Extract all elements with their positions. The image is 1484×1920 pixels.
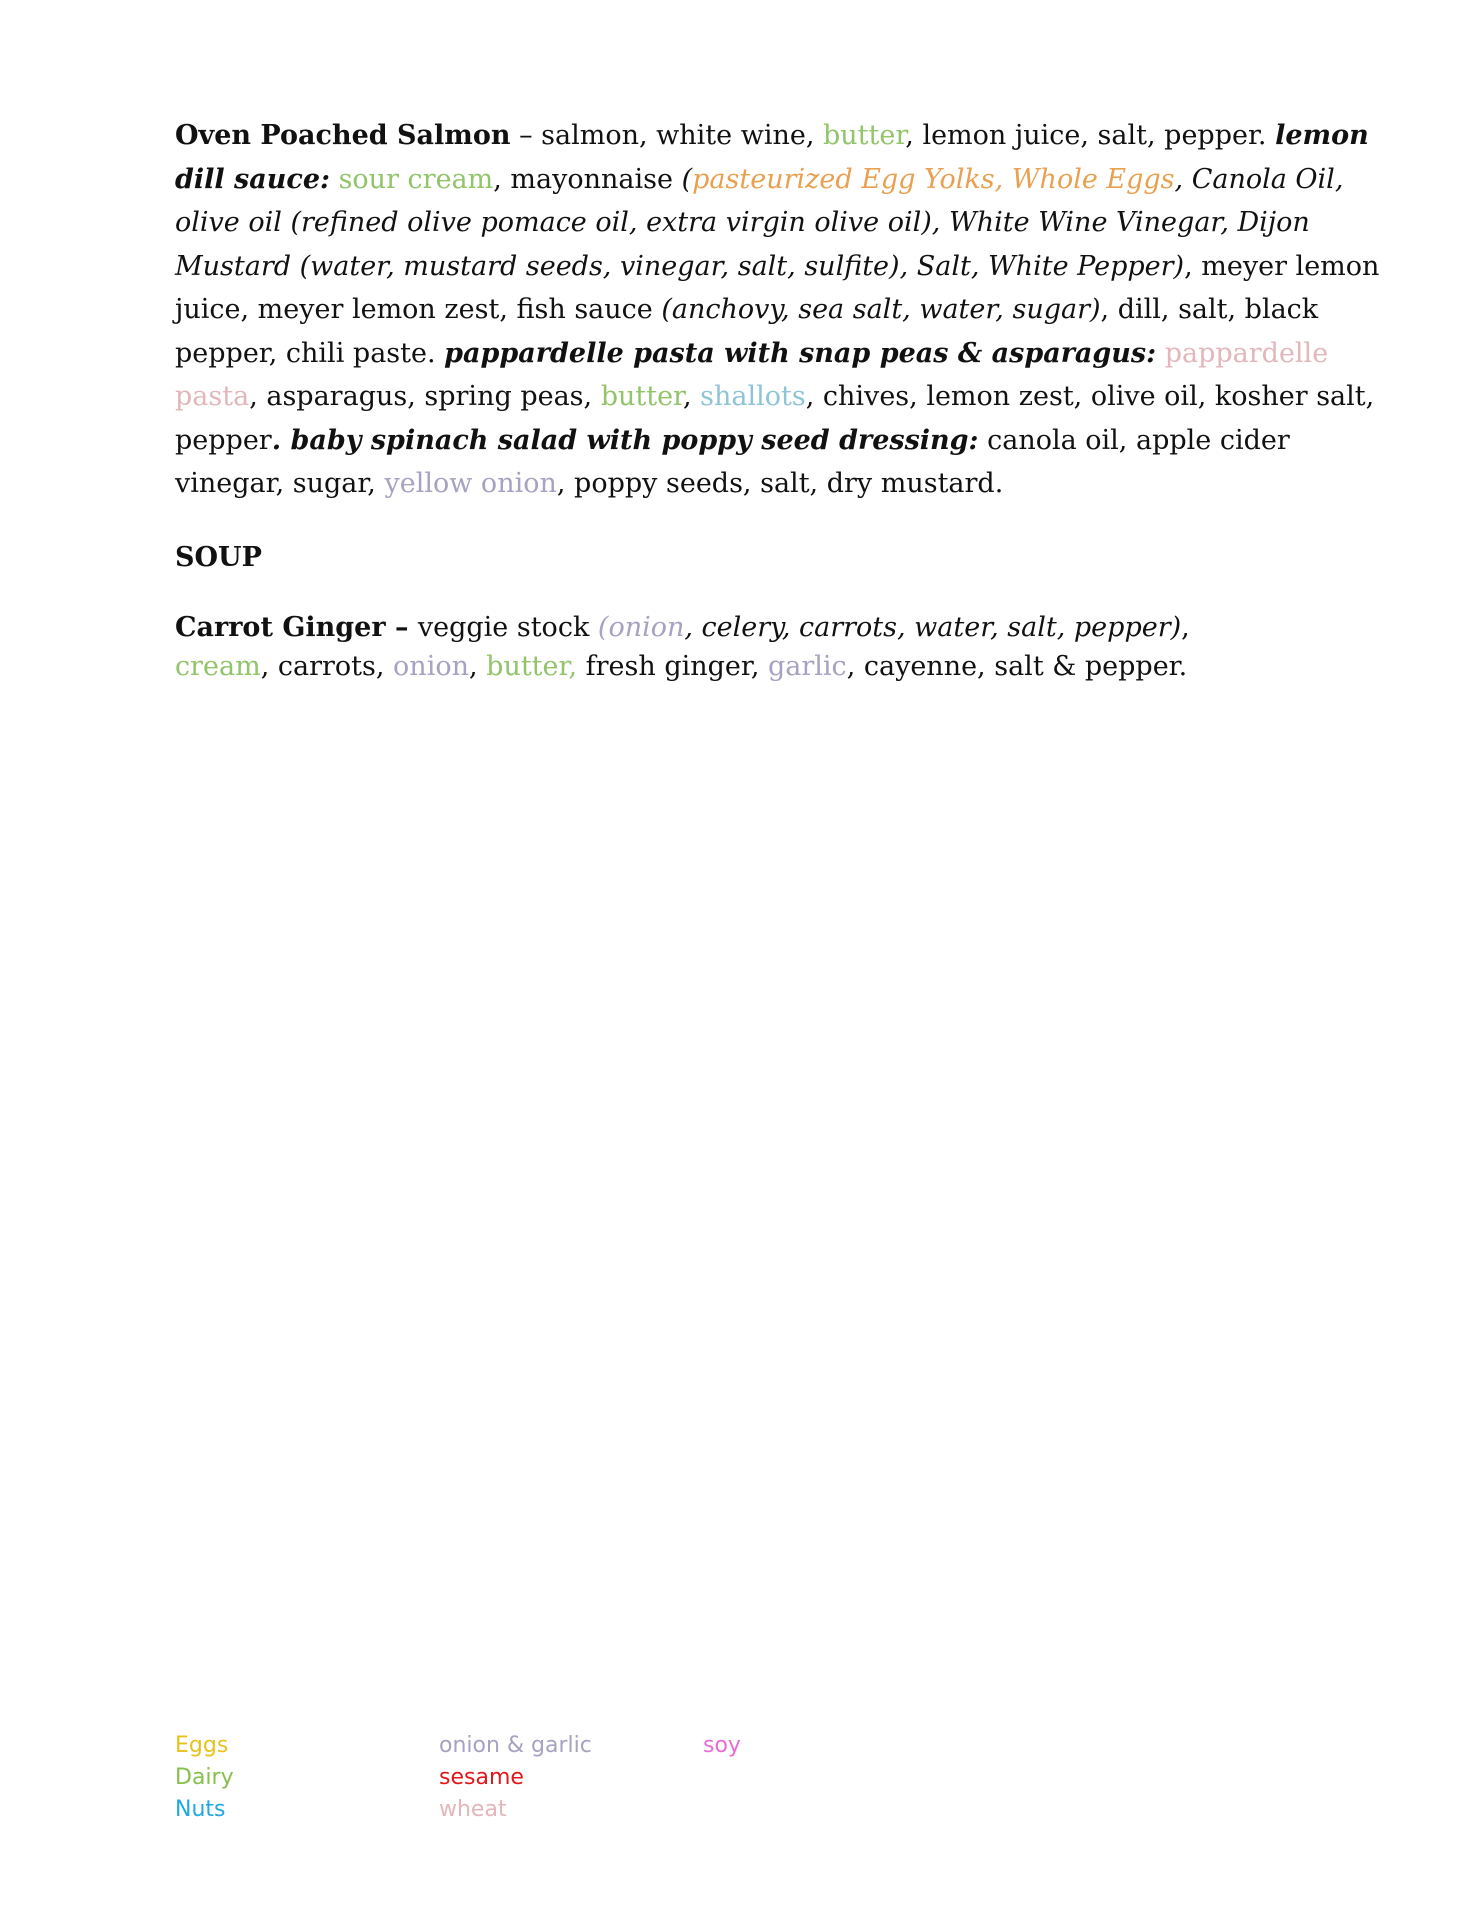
dash: – [385,611,418,643]
pasta-title: pappardelle pasta with snap peas & asparagus: [444,337,1157,369]
ingredient-butter: butter [822,120,906,151]
dash: – [510,120,542,151]
ingredient-cream: cream [175,650,261,682]
space [1156,338,1165,369]
sauce-title: lemon dill sauce: [175,120,1369,195]
soup-paragraph [175,608,1395,686]
ingredients-text: , [1181,611,1190,643]
legend-dairy: Dairy [175,1765,234,1790]
ingredients-text: , chives, lemon zest, olive oil, kosher salt, pepper [175,381,1375,456]
ingredients-text: , dill, salt, black pepper, chili paste. [175,294,1319,369]
comma: , [468,650,487,682]
comma: , [683,381,701,412]
fish-sauce-ingredients: (anchovy, sea salt, water, sugar) [661,294,1101,325]
ingredient-shallots: shallots [700,381,806,412]
ingredients-text: fresh ginger, [577,650,768,682]
ingredient-sour-cream: sour cream [338,163,494,195]
ingredients-text: , mayonnaise [493,163,682,195]
ingredients-text: , asparagus, spring peas, [249,381,601,412]
ingredients-text: , cayenne, salt & pepper. [846,650,1188,682]
ingredients-text: canola oil, apple cider vinegar, sugar, [175,424,1290,499]
salmon-paragraph [175,114,1395,506]
paren-open: ( [597,611,609,643]
ingredient-butter: butter, [486,650,578,682]
legend-eggs: Eggs [175,1733,229,1758]
legend-nuts: Nuts [175,1797,226,1822]
ingredient-butter: butter [600,381,683,412]
section-heading-soup: SOUP [175,541,262,573]
ingredients-text: salmon, white wine, [541,120,823,151]
ingredients-text: , meyer lemon juice, meyer lemon zest, fish sauce [175,250,1380,325]
ingredient-pappardelle-pasta: pappardelle pasta [175,337,1329,412]
paren-open: ( [681,163,693,195]
ingredients-text: , lemon juice, salt, pepper. [905,120,1276,151]
legend-onion-garlic: onion & garlic [439,1733,592,1758]
allergen-legend [175,1730,875,1830]
ingredient-onion: onion [393,650,469,682]
dish-title-carrot-ginger: Carrot Ginger [175,611,386,643]
dish-title-salmon: Oven Poached Salmon [175,120,511,151]
legend-soy: soy [703,1733,741,1758]
ingredient-onion: onion [608,611,685,643]
ingredient-garlic: garlic [768,650,847,682]
ingredients-text: , carrots, [260,650,394,682]
menu-document [175,114,1395,686]
mayo-ingredients: , Canola Oil, olive oil (refined olive pomace oil, extra virgin olive oil), White Wine Vinegar, Dijon Mustard (water, mustard seeds, vinegar, salt, sulfite), Salt, White Pepper) [175,163,1344,282]
ingredient-yellow-onion: yellow onion [384,468,557,499]
legend-sesame: sesame [439,1765,524,1790]
ingredients-text: veggie stock [417,611,598,643]
legend-wheat: wheat [439,1797,507,1822]
space [330,164,339,195]
stock-ingredients: , celery, carrots, water, salt, pepper) [684,611,1182,643]
salad-title: . baby spinach salad with poppy seed dressing: [271,424,979,456]
ingredients-text: , poppy seeds, salt, dry mustard. [556,468,1004,499]
ingredient-eggs: pasteurized Egg Yolks, Whole Eggs [692,163,1175,195]
